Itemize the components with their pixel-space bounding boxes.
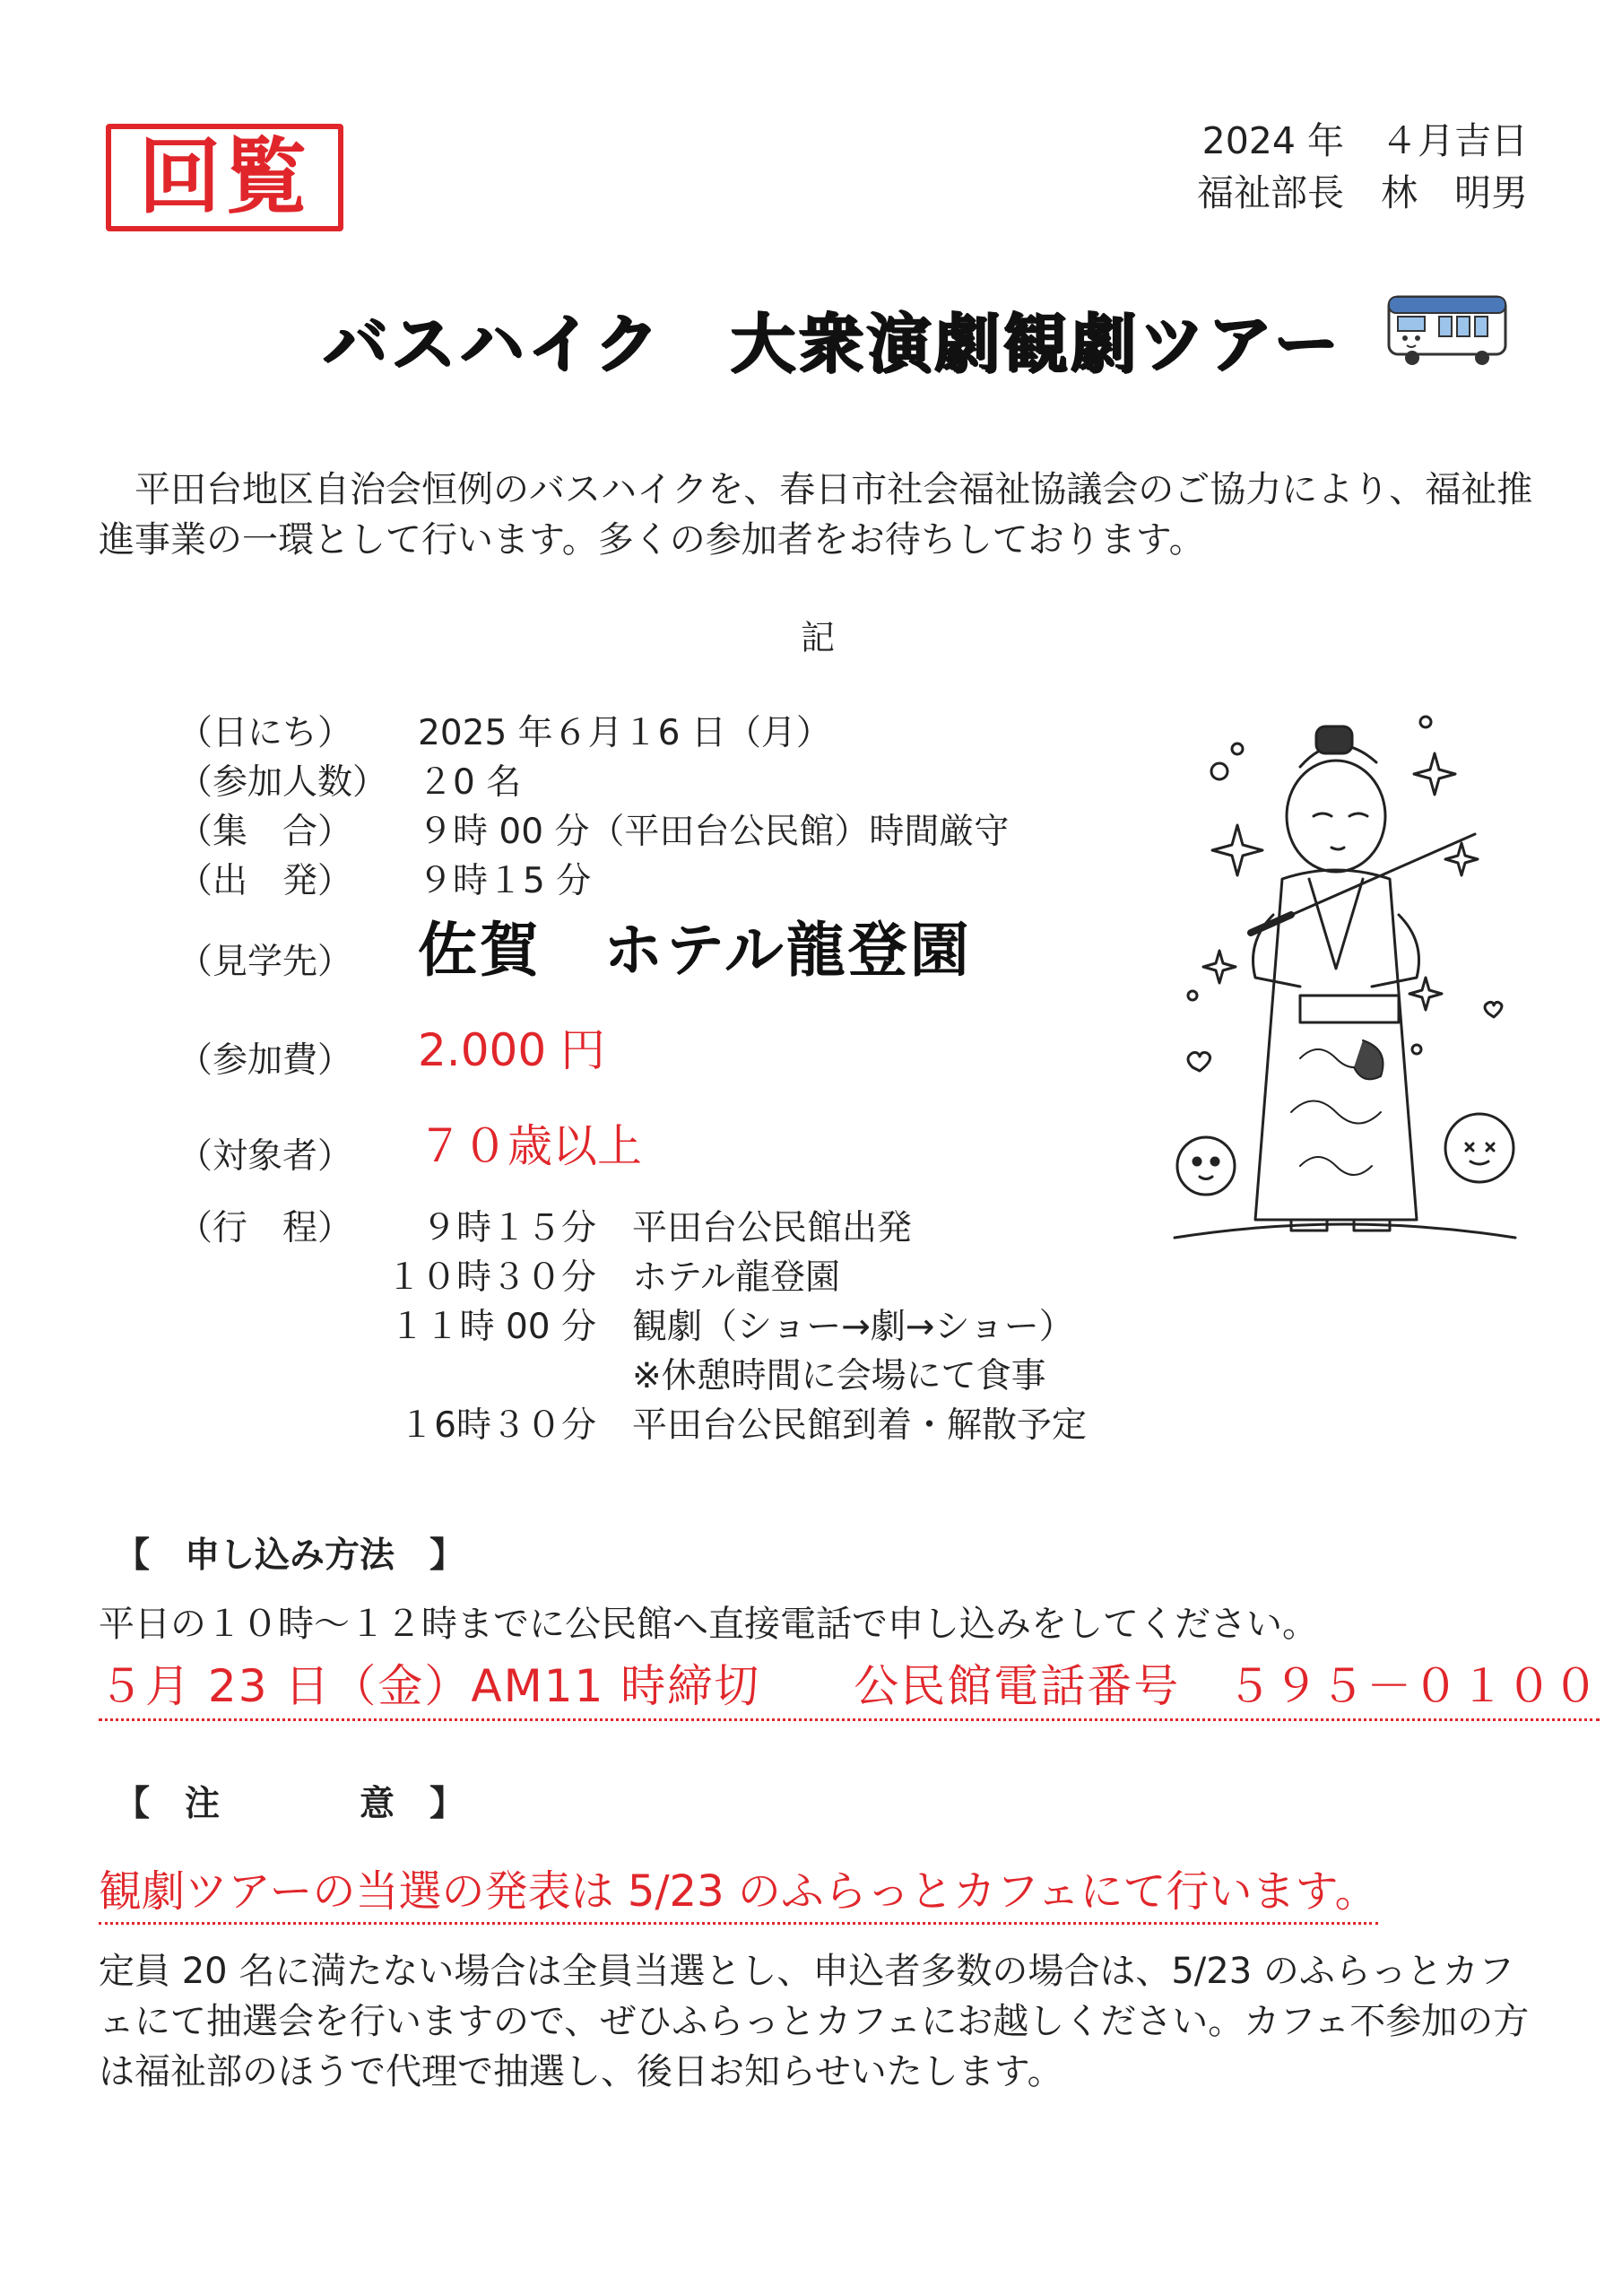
meet-value: ９時 00 分（平田台公民館）時間厳守 <box>418 812 1010 852</box>
target-value: ７０歳以上 <box>418 1120 642 1172</box>
notice-body-line-1: 定員 20 名に満たない場合は全員当選とし、申込者多数の場合は、5/23 のふらっとカフ <box>99 1951 1514 1992</box>
itinerary-desc: 観劇（ショー→劇→ショー） <box>632 1307 1074 1347</box>
apply-text: 平日の１０時～１２時までに公民館へ直接電話で申し込みをしてください。 <box>99 1604 1318 1645</box>
date-label: （日にち） <box>178 713 353 753</box>
author-name: 福祉部長 林 明男 <box>1197 171 1528 214</box>
depart-label: （出 発） <box>178 861 353 901</box>
lottery-announcement: 観劇ツアーの当選の発表は 5/23 のふらっとカフェにて行います。 <box>99 1857 1378 1925</box>
participants-label: （参加人数） <box>178 762 388 803</box>
apply-heading: 【 申し込み方法 】 <box>115 1535 465 1576</box>
itinerary-label: （行 程） <box>178 1208 353 1248</box>
notice-body-line-3: は福祉部のほうで代理で抽選し、後日お知らせいたします。 <box>99 2051 1063 2092</box>
ki-heading: 記 <box>801 618 836 657</box>
itinerary-time: ９時１５分 <box>421 1208 596 1248</box>
depart-value: ９時１5 分 <box>418 861 592 901</box>
itinerary-time: １6時３０分 <box>399 1405 596 1446</box>
itinerary-desc: 平田台公民館到着・解散予定 <box>632 1405 1088 1446</box>
visit-value: 佐賀 ホテル龍登園 <box>418 916 972 985</box>
bus-icon <box>1385 291 1511 368</box>
deadline-notice: ５月 23 日（金）AM11 時締切 公民館電話番号 ５９５－０１００ <box>99 1650 1600 1721</box>
samurai-illustration <box>1166 700 1524 1274</box>
notice-body-line-2: ェにて抽選会を行いますので、ぜひふらっとカフェにお越しください。カフェ不参加の方 <box>99 2001 1530 2042</box>
meet-label: （集 合） <box>178 812 353 852</box>
intro-line-2: 進事業の一環として行います。多くの参加者をお待ちしております。 <box>99 519 1205 561</box>
intro-line-1: 平田台地区自治会恒例のバスハイクを、春日市社会福祉協議会のご協力により、福祉推 <box>99 469 1533 510</box>
itinerary-desc: ※休憩時間に会場にて食事 <box>632 1356 1046 1396</box>
date-value: 2025 年６月１6 日（月） <box>418 713 831 753</box>
fee-label: （参加費） <box>178 1040 353 1081</box>
target-label: （対象者） <box>178 1136 353 1177</box>
notice-heading: 【 注 意 】 <box>115 1784 465 1824</box>
page-title: バスハイク 大衆演劇観劇ツアー <box>323 306 1342 381</box>
itinerary-desc: 平田台公民館出発 <box>632 1208 913 1248</box>
fee-value: 2.000 円 <box>418 1024 606 1076</box>
visit-label: （見学先） <box>178 942 353 982</box>
itinerary-time: １１時 00 分 <box>389 1307 596 1347</box>
itinerary-time: １０時３０分 <box>386 1257 596 1298</box>
itinerary-desc: ホテル龍登園 <box>632 1257 841 1298</box>
participants-value: ２0 名 <box>418 762 522 803</box>
issue-date: 2024 年 ４月吉日 <box>1201 119 1528 162</box>
circulation-stamp: 回覧 <box>106 124 343 231</box>
